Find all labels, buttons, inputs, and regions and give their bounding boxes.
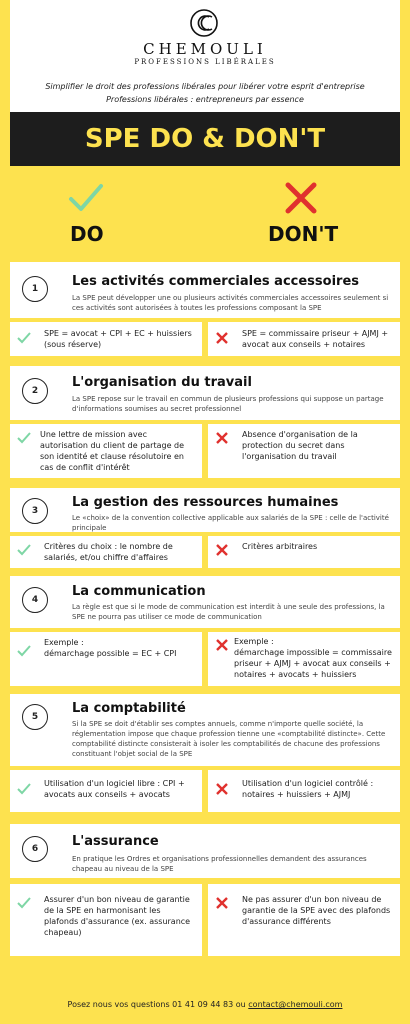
section-title: Les activités commerciales accessoires bbox=[72, 274, 359, 289]
check-icon bbox=[68, 182, 104, 214]
dont-card bbox=[208, 424, 400, 478]
brand-subtitle: PROFESSIONS LIBÉRALES bbox=[134, 58, 276, 66]
section-title: La gestion des ressources humaines bbox=[72, 495, 339, 510]
do-card bbox=[10, 884, 202, 956]
cross-icon bbox=[215, 543, 229, 557]
check-icon bbox=[17, 782, 31, 796]
do-card bbox=[10, 770, 202, 812]
check-icon bbox=[17, 431, 31, 445]
do-text: Une lettre de mission avec autorisation du client de partage de son identité et clause résolutoire en cas de conflit d'intérêt bbox=[40, 430, 185, 472]
section-number: 4 bbox=[22, 587, 48, 613]
footer-text: Posez nous vos questions 01 41 09 44 83 ou bbox=[67, 1000, 249, 1009]
do-text: Exemple : démarchage possible = EC + CPI bbox=[44, 638, 177, 658]
section-title: La communication bbox=[72, 584, 206, 599]
check-icon bbox=[17, 896, 31, 910]
do-text: Utilisation d'un logiciel libre : CPI + avocats aux conseils + avocats bbox=[44, 779, 185, 799]
page-title: SPE DO & DON'T bbox=[10, 112, 400, 166]
dont-text: Ne pas assurer d'un bon niveau de garantie de la SPE avec des plafonds d'assurance différents bbox=[242, 895, 391, 926]
section-communication bbox=[10, 576, 400, 628]
section-number: 6 bbox=[22, 836, 48, 862]
header bbox=[10, 0, 400, 112]
dont-card bbox=[208, 770, 400, 812]
section-number: 3 bbox=[22, 498, 48, 524]
section-number: 1 bbox=[22, 276, 48, 302]
dont-card bbox=[208, 884, 400, 956]
section-description: La SPE peut développer une ou plusieurs activités commerciales accessoires seulement si ces activités sont autorisées à toutes les professions composant la SPE bbox=[72, 294, 389, 312]
section-description: La SPE repose sur le travail en commun de plusieurs professions qui suppose un partage d'informations soumises au secret professionnel bbox=[72, 395, 384, 413]
section-description: En pratique les Ordres et organisations professionnelles demandent des assurances chapeau au niveau de la SPE bbox=[72, 855, 367, 873]
cross-icon bbox=[215, 431, 229, 445]
brand-name: CHEMOULI bbox=[143, 40, 267, 58]
dont-text: Absence d'organisation de la protection du secret dans l'organisation du travail bbox=[242, 430, 358, 461]
dont-text: Critères arbitraires bbox=[242, 542, 318, 551]
check-icon bbox=[17, 543, 31, 557]
section-number: 5 bbox=[22, 704, 48, 730]
dont-card bbox=[208, 632, 400, 686]
cross-icon bbox=[283, 182, 319, 214]
section-title: La comptabilité bbox=[72, 701, 186, 716]
cross-icon bbox=[215, 638, 229, 652]
tagline-2: Professions libérales : entrepreneurs par essence bbox=[106, 95, 304, 104]
dont-text: SPE = commissaire priseur + AJMJ + avocat aux conseils + notaires bbox=[242, 329, 389, 349]
do-card bbox=[10, 322, 202, 356]
dont-card bbox=[208, 322, 400, 356]
check-icon bbox=[17, 331, 31, 345]
do-card bbox=[10, 536, 202, 568]
dont-text: Utilisation d'un logiciel contrôlé : notaires + huissiers + AJMJ bbox=[242, 779, 374, 799]
tagline-1: Simplifier le droit des professions libérales pour libérer votre esprit d'entreprise bbox=[45, 82, 365, 91]
section-insurance bbox=[10, 824, 400, 878]
cross-icon bbox=[215, 896, 229, 910]
chemouli-logo-icon bbox=[189, 8, 219, 38]
section-description: Le «choix» de la convention collective applicable aux salariés de la SPE : celle de l'activité principale bbox=[72, 514, 389, 532]
section-title: L'organisation du travail bbox=[72, 375, 252, 390]
section-human-resources bbox=[10, 488, 400, 532]
section-commercial-activities bbox=[10, 262, 400, 318]
section-description: La règle est que si le mode de communication est interdit à une seule des professions, la SPE ne pourra pas utiliser ce mode de communication bbox=[72, 603, 385, 621]
do-label: DO bbox=[70, 222, 104, 246]
do-card bbox=[10, 424, 202, 478]
cross-icon bbox=[215, 331, 229, 345]
section-description: Si la SPE se doit d'établir ses comptes annuels, comme n'importe quelle société, la réglementation impose que chaque profession tienne une «comptabilité distincte». Cette comptabilité distincte consisterait à isoler les comptabilités de chacune des professions constituant l'objet social de la SPE bbox=[72, 720, 386, 758]
do-card bbox=[10, 632, 202, 686]
check-icon bbox=[17, 644, 31, 658]
section-work-organisation bbox=[10, 366, 400, 420]
dont-label: DON'T bbox=[268, 222, 339, 246]
section-number: 2 bbox=[22, 378, 48, 404]
dont-text: Exemple : démarchage impossible = commissaire priseur + AJMJ + avocat aux conseils + notaires + avocats + huissiers bbox=[234, 637, 392, 679]
do-text: Assurer d'un bon niveau de garantie de la SPE en harmonisant les plafonds d'assurance (ex. assurance chapeau) bbox=[44, 895, 191, 937]
section-title: L'assurance bbox=[72, 834, 159, 849]
do-text: SPE = avocat + CPI + EC + huissiers (sous réserve) bbox=[44, 329, 192, 349]
cross-icon bbox=[215, 782, 229, 796]
section-accounting bbox=[10, 694, 400, 766]
contact-email-link[interactable]: contact@chemouli.com bbox=[248, 1000, 343, 1009]
dont-card bbox=[208, 536, 400, 568]
footer bbox=[0, 1000, 410, 1009]
do-text: Critères du choix : le nombre de salariés, et/ou chiffre d'affaires bbox=[44, 542, 173, 562]
